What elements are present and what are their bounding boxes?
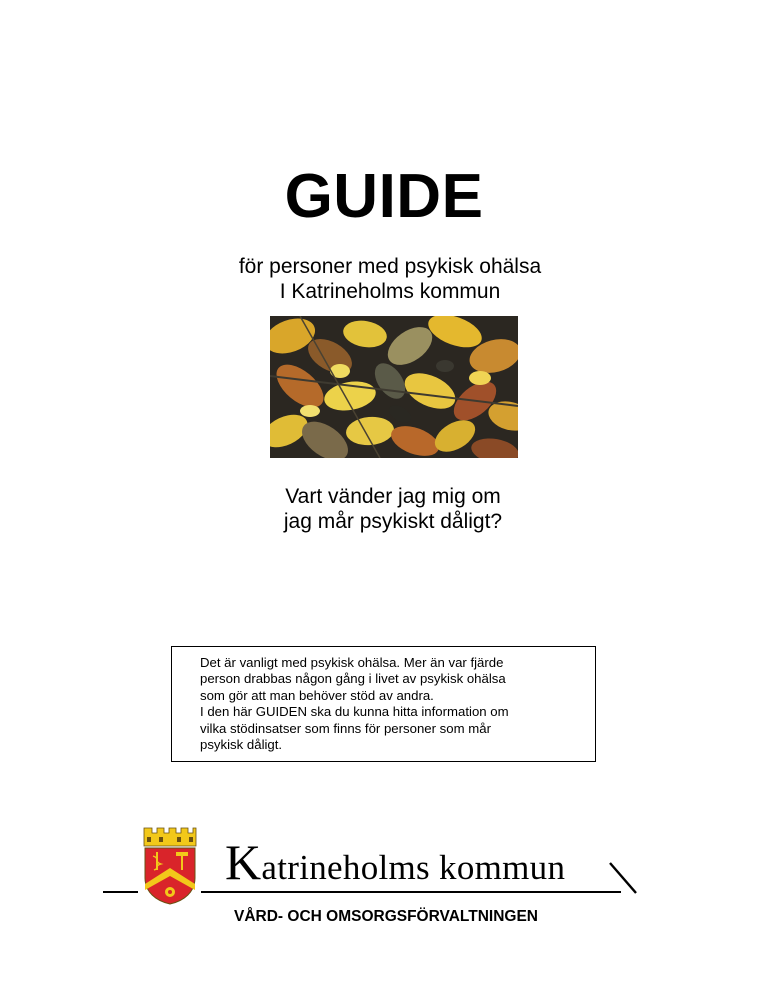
document-subtitle <box>0 254 768 304</box>
info-line: vilka stödinsatser som finns för personer som mår <box>200 720 491 736</box>
info-line: I den här GUIDEN ska du kunna hitta information om <box>200 704 509 720</box>
logo-rule-left <box>103 891 138 893</box>
info-line: som gör att man behöver stöd av andra. <box>200 687 434 703</box>
brand-initial: K <box>225 834 262 890</box>
municipality-name <box>225 834 566 892</box>
info-line: psykisk dåligt. <box>200 737 283 753</box>
municipal-coat-of-arms-icon <box>142 826 198 906</box>
guide-question <box>0 484 768 534</box>
document-title: GUIDE <box>284 162 484 231</box>
subtitle-line: för personer med psykisk ohälsa <box>238 255 542 278</box>
autumn-leaves-photo <box>270 316 518 458</box>
municipality-logo <box>0 820 768 930</box>
brand-name-rest: atrineholms kommun <box>261 848 566 887</box>
question-line: Vart vänder jag mig om <box>285 485 501 508</box>
department-name: VÅRD- OCH OMSORGSFÖRVALTNINGEN <box>234 908 538 925</box>
subtitle-line: I Katrineholms kommun <box>279 280 501 303</box>
info-box <box>171 646 596 762</box>
question-line: jag mår psykiskt dåligt? <box>283 510 503 533</box>
info-line: person drabbas någon gång i livet av psykisk ohälsa <box>200 671 506 687</box>
info-line: Det är vanligt med psykisk ohälsa. Mer än var fjärde <box>200 655 504 670</box>
logo-slash-mark <box>608 861 638 895</box>
